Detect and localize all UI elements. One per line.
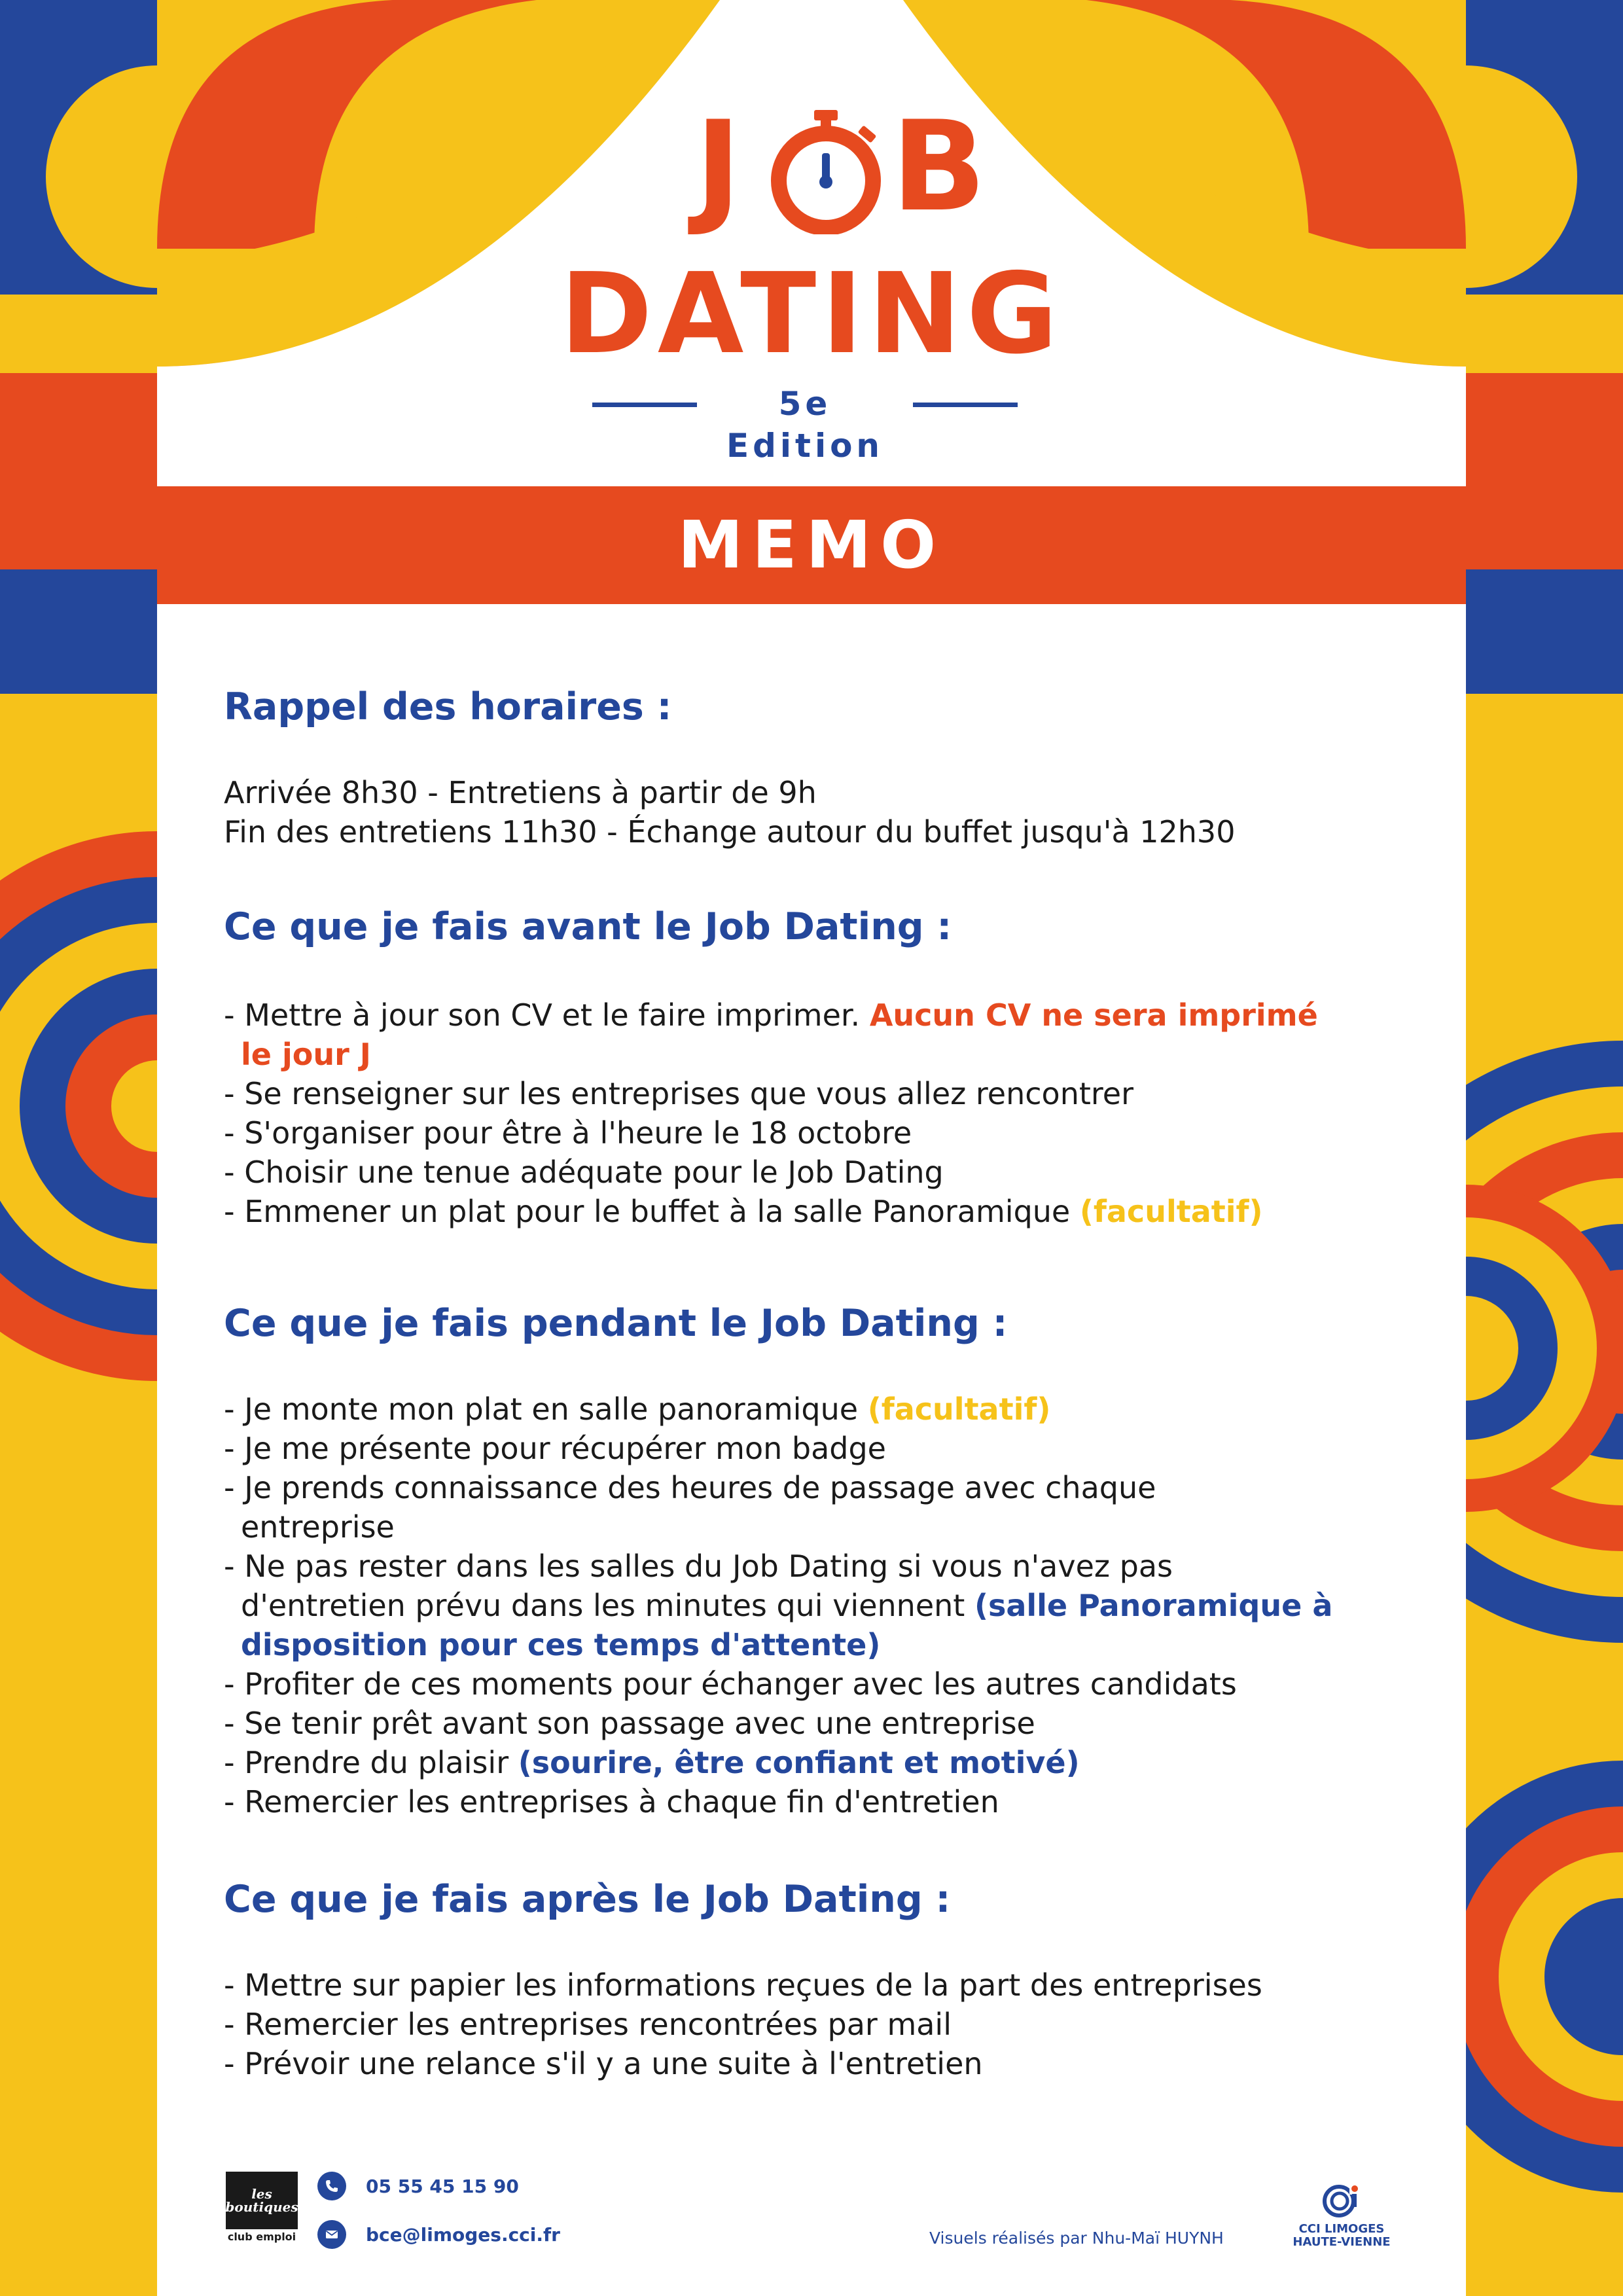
club-emploi-label: club emploi [227, 2231, 296, 2243]
list-item: - Je me présente pour récupérer mon badge [224, 1431, 886, 1466]
edition-left-rule [592, 403, 697, 407]
list-item: - Se tenir prêt avant son passage avec une entreprise [224, 1706, 1035, 1741]
cci-name-line1: CCI LIMOGES [1298, 2222, 1385, 2236]
list-item-continuation: entreprise [241, 1509, 395, 1545]
memo-banner [157, 486, 1466, 604]
list-item: - Prévoir une relance s'il y a une suite à l'entretien [224, 2046, 983, 2081]
section-title-avant: Ce que je fais avant le Job Dating : [224, 905, 952, 948]
list-item: - Remercier les entreprises à chaque fin d'entretien [224, 1784, 999, 1820]
cci-logo [1293, 2183, 1391, 2249]
list-item: - Se renseigner sur les entreprises que vous allez rencontrer [224, 1076, 1133, 1111]
edition-text: 5e Edition [726, 385, 884, 465]
logo-letter-b: B [891, 94, 989, 239]
list-item: - Profiter de ces moments pour échanger avec les autres candidats [224, 1666, 1237, 1702]
credit-text: Visuels réalisés par Nhu-Maï HUYNH [929, 2229, 1224, 2248]
memo-content [157, 604, 1466, 2296]
edition-right-rule [913, 403, 1018, 407]
list-item-continuation: le jour J [241, 1037, 371, 1072]
mail-icon [317, 2220, 346, 2249]
memo-title: MEMO [677, 507, 946, 583]
section-title-apres: Ce que je fais après le Job Dating : [224, 1878, 951, 1921]
schedule-line: Fin des entretiens 11h30 - Échange autour du buffet jusqu'à 12h30 [224, 814, 1236, 850]
left-blue-band [0, 569, 157, 694]
list-item: - Je monte mon plat en salle panoramique (facultatif) [224, 1391, 1051, 1427]
edition-label [592, 383, 1018, 465]
list-item: - Prendre du plaisir (sourire, être confiant et motivé) [224, 1745, 1080, 1780]
cci-name-line2: HAUTE-VIENNE [1293, 2235, 1391, 2249]
contact-phone[interactable] [317, 2172, 519, 2200]
club-emploi-logo [226, 2172, 298, 2250]
boutiques-logo-box: les boutiques [226, 2172, 298, 2229]
list-item: - Mettre à jour son CV et le faire imprimer. Aucun CV ne sera imprimé [224, 997, 1318, 1033]
list-item: - Ne pas rester dans les salles du Job Dating si vous n'avez pas [224, 1549, 1173, 1584]
logo-dating: DATING [560, 249, 1063, 379]
logo-letter-j: J [695, 94, 744, 239]
right-blue-band [1466, 569, 1623, 694]
list-item: - Je prends connaissance des heures de passage avec chaque [224, 1470, 1156, 1505]
right-orange-band [1466, 373, 1623, 569]
contact-email[interactable] [317, 2220, 560, 2249]
left-orange-band [0, 373, 157, 569]
email-address: bce@limoges.cci.fr [366, 2223, 560, 2246]
phone-number: 05 55 45 15 90 [366, 2175, 519, 2197]
schedule-line: Arrivée 8h30 - Entretiens à partir de 9h [224, 775, 817, 810]
stopwatch-icon [767, 110, 885, 234]
list-item-continuation: d'entretien prévu dans les minutes qui viennent (salle Panoramique à [241, 1588, 1333, 1623]
list-item: - Remercier les entreprises rencontrées par mail [224, 2007, 952, 2042]
list-item: - Choisir une tenue adéquate pour le Job Dating [224, 1155, 944, 1190]
phone-icon [317, 2172, 346, 2200]
list-item: - Emmener un plat pour le buffet à la salle Panoramique (facultatif) [224, 1194, 1263, 1229]
list-item: - Mettre sur papier les informations reçues de la part des entreprises [224, 1967, 1262, 2003]
section-title-pendant: Ce que je fais pendant le Job Dating : [224, 1302, 1008, 1345]
list-item: - S'organiser pour être à l'heure le 18 octobre [224, 1115, 912, 1151]
cci-emblem-icon [1322, 2183, 1361, 2219]
section-title-horaires: Rappel des horaires : [224, 685, 672, 728]
list-item-continuation: disposition pour ces temps d'attente) [241, 1627, 881, 1662]
